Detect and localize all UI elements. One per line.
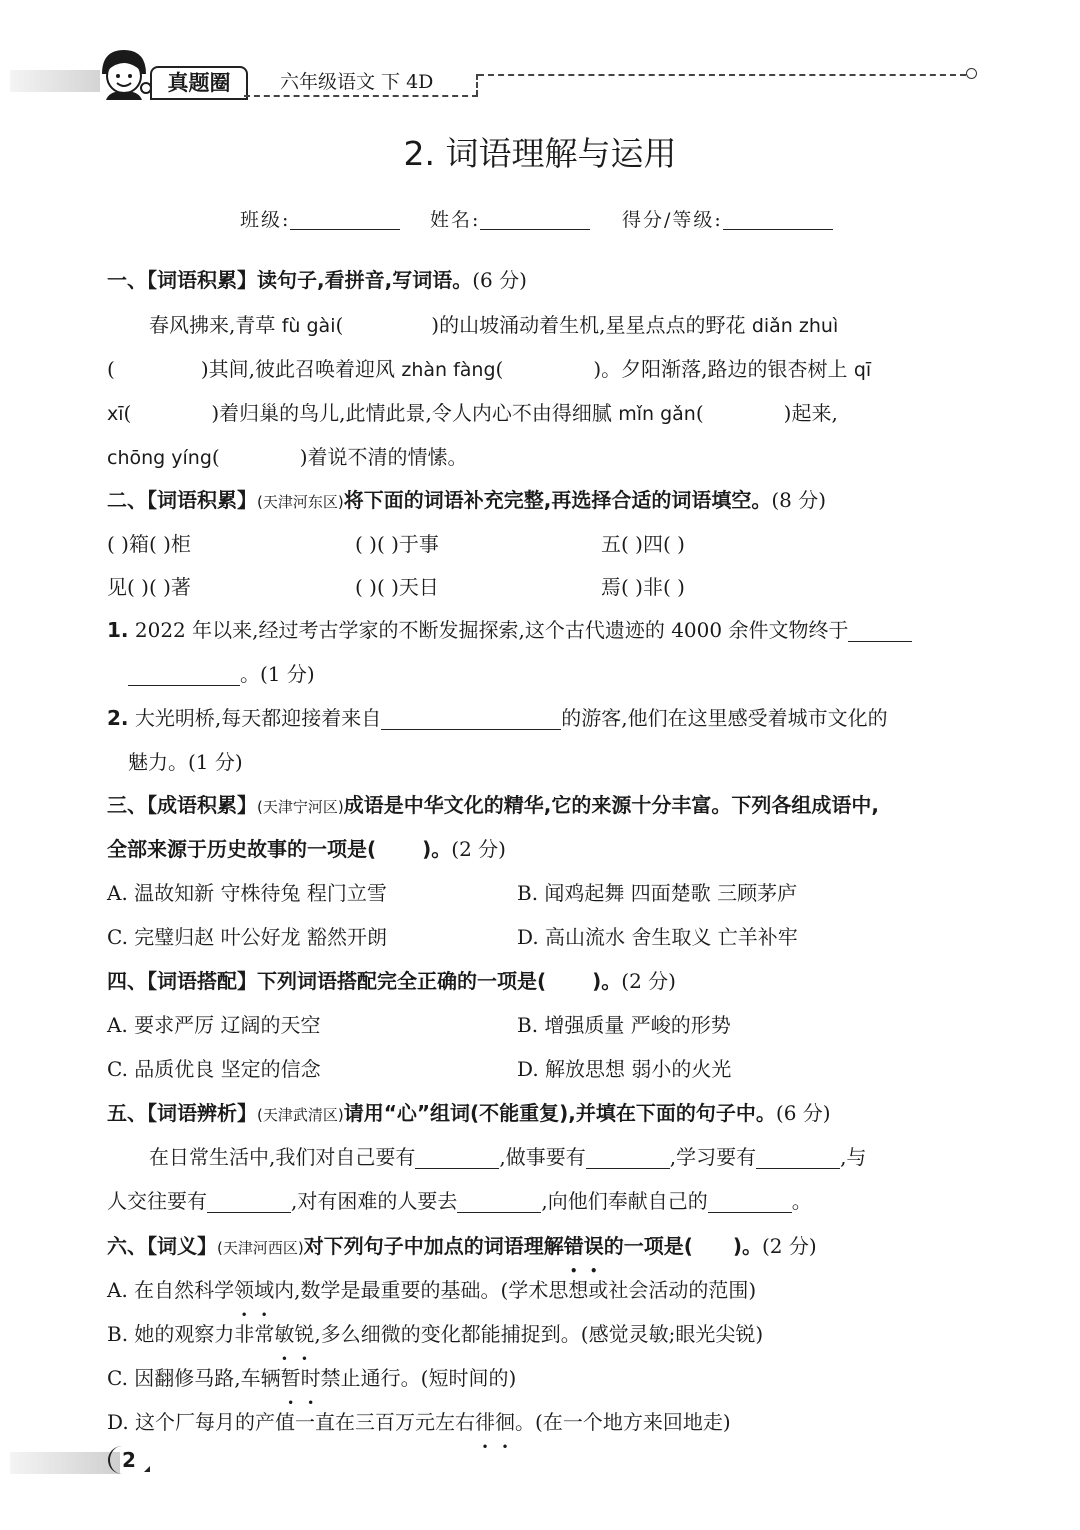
page-number: 2 <box>108 1446 162 1474</box>
footer-shade <box>10 1452 120 1474</box>
section-1-heading: 一、【词语积累】读句子,看拼音,写词语。(6 分) <box>107 268 527 292</box>
option-b[interactable]: B. 闻鸡起舞 四面楚歌 三顾茅庐 <box>517 881 798 905</box>
answer-blank[interactable] <box>848 619 912 642</box>
answer-blank[interactable] <box>415 1146 499 1169</box>
score-field <box>622 205 833 235</box>
s2-question-1: 1. 2022 年以来,经过考古学家的不断发掘探索,这个古代遗迹的 4000 余件文物终于 <box>107 615 979 645</box>
header-shade <box>10 70 100 92</box>
idiom-blank[interactable]: ( )( )于事 <box>355 532 439 556</box>
s6-option-c[interactable]: C. 因翻修马路,车辆暂时禁止通行。(短时间的) <box>107 1366 517 1390</box>
section-5-heading: 五、【词语辨析】(天津武清区)请用“心”组词(不能重复),并填在下面的句子中。(6 分) <box>107 1101 831 1125</box>
s5-line-2: 人交往要有 ,对有困难的人要去 ,向他们奉献自己的 。 <box>107 1189 812 1213</box>
s6-option-a[interactable]: A. 在自然科学领域内,数学是最重要的基础。(学术思想或社会活动的范围) <box>107 1278 757 1302</box>
s2-idiom-row-2 <box>107 572 979 602</box>
option-d[interactable]: D. 高山流水 舍生取义 亡羊补牢 <box>517 925 798 949</box>
class-label: 班级: <box>240 209 291 231</box>
page-title: 2. 词语理解与运用 <box>403 134 677 173</box>
s2-question-2-cont: 魅力。(1 分) <box>128 750 243 774</box>
header-divider <box>244 95 478 97</box>
answer-blank[interactable] <box>586 1146 670 1169</box>
idiom-blank[interactable]: ( )箱( )柜 <box>107 532 191 556</box>
s1-line-4: chōng yíng( )着说不清的情愫。 <box>107 445 468 469</box>
mascot-icon <box>92 44 156 100</box>
answer-blank[interactable] <box>708 1190 792 1213</box>
s4-options-row-2 <box>107 1054 979 1084</box>
answer-blank[interactable] <box>128 663 240 686</box>
idiom-blank[interactable]: ( )( )天日 <box>355 575 439 599</box>
answer-blank[interactable] <box>457 1190 541 1213</box>
answer-blank[interactable] <box>207 1190 291 1213</box>
s2-question-2: 2. 大光明桥,每天都迎接着来自 的游客,他们在这里感受着城市文化的 <box>107 706 888 730</box>
header-divider-right <box>478 74 966 76</box>
section-3-heading-cont: 全部来源于历史故事的一项是( )。(2 分) <box>107 837 506 861</box>
s1-line-3: xī( )着归巢的鸟儿,此情此景,令人内心不由得细腻 mǐn gǎn( )起来, <box>107 401 838 425</box>
score-blank[interactable] <box>723 207 833 230</box>
header-subtitle: 六年级语文 下 4D <box>280 71 434 93</box>
header-end-circle <box>966 68 977 79</box>
s3-options-row-1 <box>107 878 979 908</box>
score-label: 得分/等级: <box>622 209 723 231</box>
s4-options-row-1 <box>107 1010 979 1040</box>
option-c[interactable]: C. 品质优良 坚定的信念 <box>107 1057 321 1081</box>
option-c[interactable]: C. 完璧归赵 叶公好龙 豁然开朗 <box>107 925 388 949</box>
name-blank[interactable] <box>480 207 590 230</box>
s3-options-row-2 <box>107 922 979 952</box>
section-3-heading: 三、【成语积累】(天津宁河区)成语是中华文化的精华,它的来源十分丰富。下列各组成语中, <box>107 793 879 817</box>
idiom-blank[interactable]: 焉( )非( ) <box>601 575 685 599</box>
page-corner-mark <box>144 1466 150 1472</box>
section-6-heading: 六、【词义】(天津河西区)对下列句子中加点的词语理解错误的一项是( )。(2 分) <box>107 1234 817 1258</box>
s5-line-1: 在日常生活中,我们对自己要有 ,做事要有 ,学习要有 ,与 <box>149 1145 867 1169</box>
class-blank[interactable] <box>290 207 400 230</box>
s1-line-1: 春风拂来,青草 fù gài( )的山坡涌动着生机,星星点点的野花 diǎn zhuì <box>149 313 839 337</box>
idiom-blank[interactable]: 见( )( )著 <box>107 575 191 599</box>
idiom-blank[interactable]: 五( )四( ) <box>601 532 685 556</box>
s2-idiom-row-1 <box>107 529 979 559</box>
option-d[interactable]: D. 解放思想 弱小的火光 <box>517 1057 732 1081</box>
section-4-heading: 四、【词语搭配】下列词语搭配完全正确的一项是( )。(2 分) <box>107 969 676 993</box>
class-field <box>240 205 400 235</box>
name-label: 姓名: <box>430 209 481 231</box>
answer-blank[interactable] <box>756 1146 840 1169</box>
brand-tag: 真题圈 <box>150 66 248 100</box>
s2-question-1-cont: 。(1 分) <box>128 659 1000 689</box>
option-a[interactable]: A. 要求严厉 辽阔的天空 <box>107 1013 321 1037</box>
s6-option-d[interactable]: D. 这个厂每月的产值一直在三百万元左右徘徊。(在一个地方来回地走) <box>107 1410 731 1434</box>
section-2-heading: 二、【词语积累】(天津河东区)将下面的词语补充完整,再选择合适的词语填空。(8 分) <box>107 488 827 512</box>
option-b[interactable]: B. 增强质量 严峻的形势 <box>517 1013 731 1037</box>
name-field <box>430 205 590 235</box>
option-a[interactable]: A. 温故知新 守株待兔 程门立雪 <box>107 881 387 905</box>
header-divider-step <box>476 74 478 96</box>
s1-line-2: ( )其间,彼此召唤着迎风 zhàn fàng( )。夕阳渐落,路边的银杏树上 qī <box>107 357 872 381</box>
answer-blank[interactable] <box>381 707 561 730</box>
s6-option-b[interactable]: B. 她的观察力非常敏锐,多么细微的变化都能捕捉到。(感觉灵敏;眼光尖锐) <box>107 1322 764 1346</box>
